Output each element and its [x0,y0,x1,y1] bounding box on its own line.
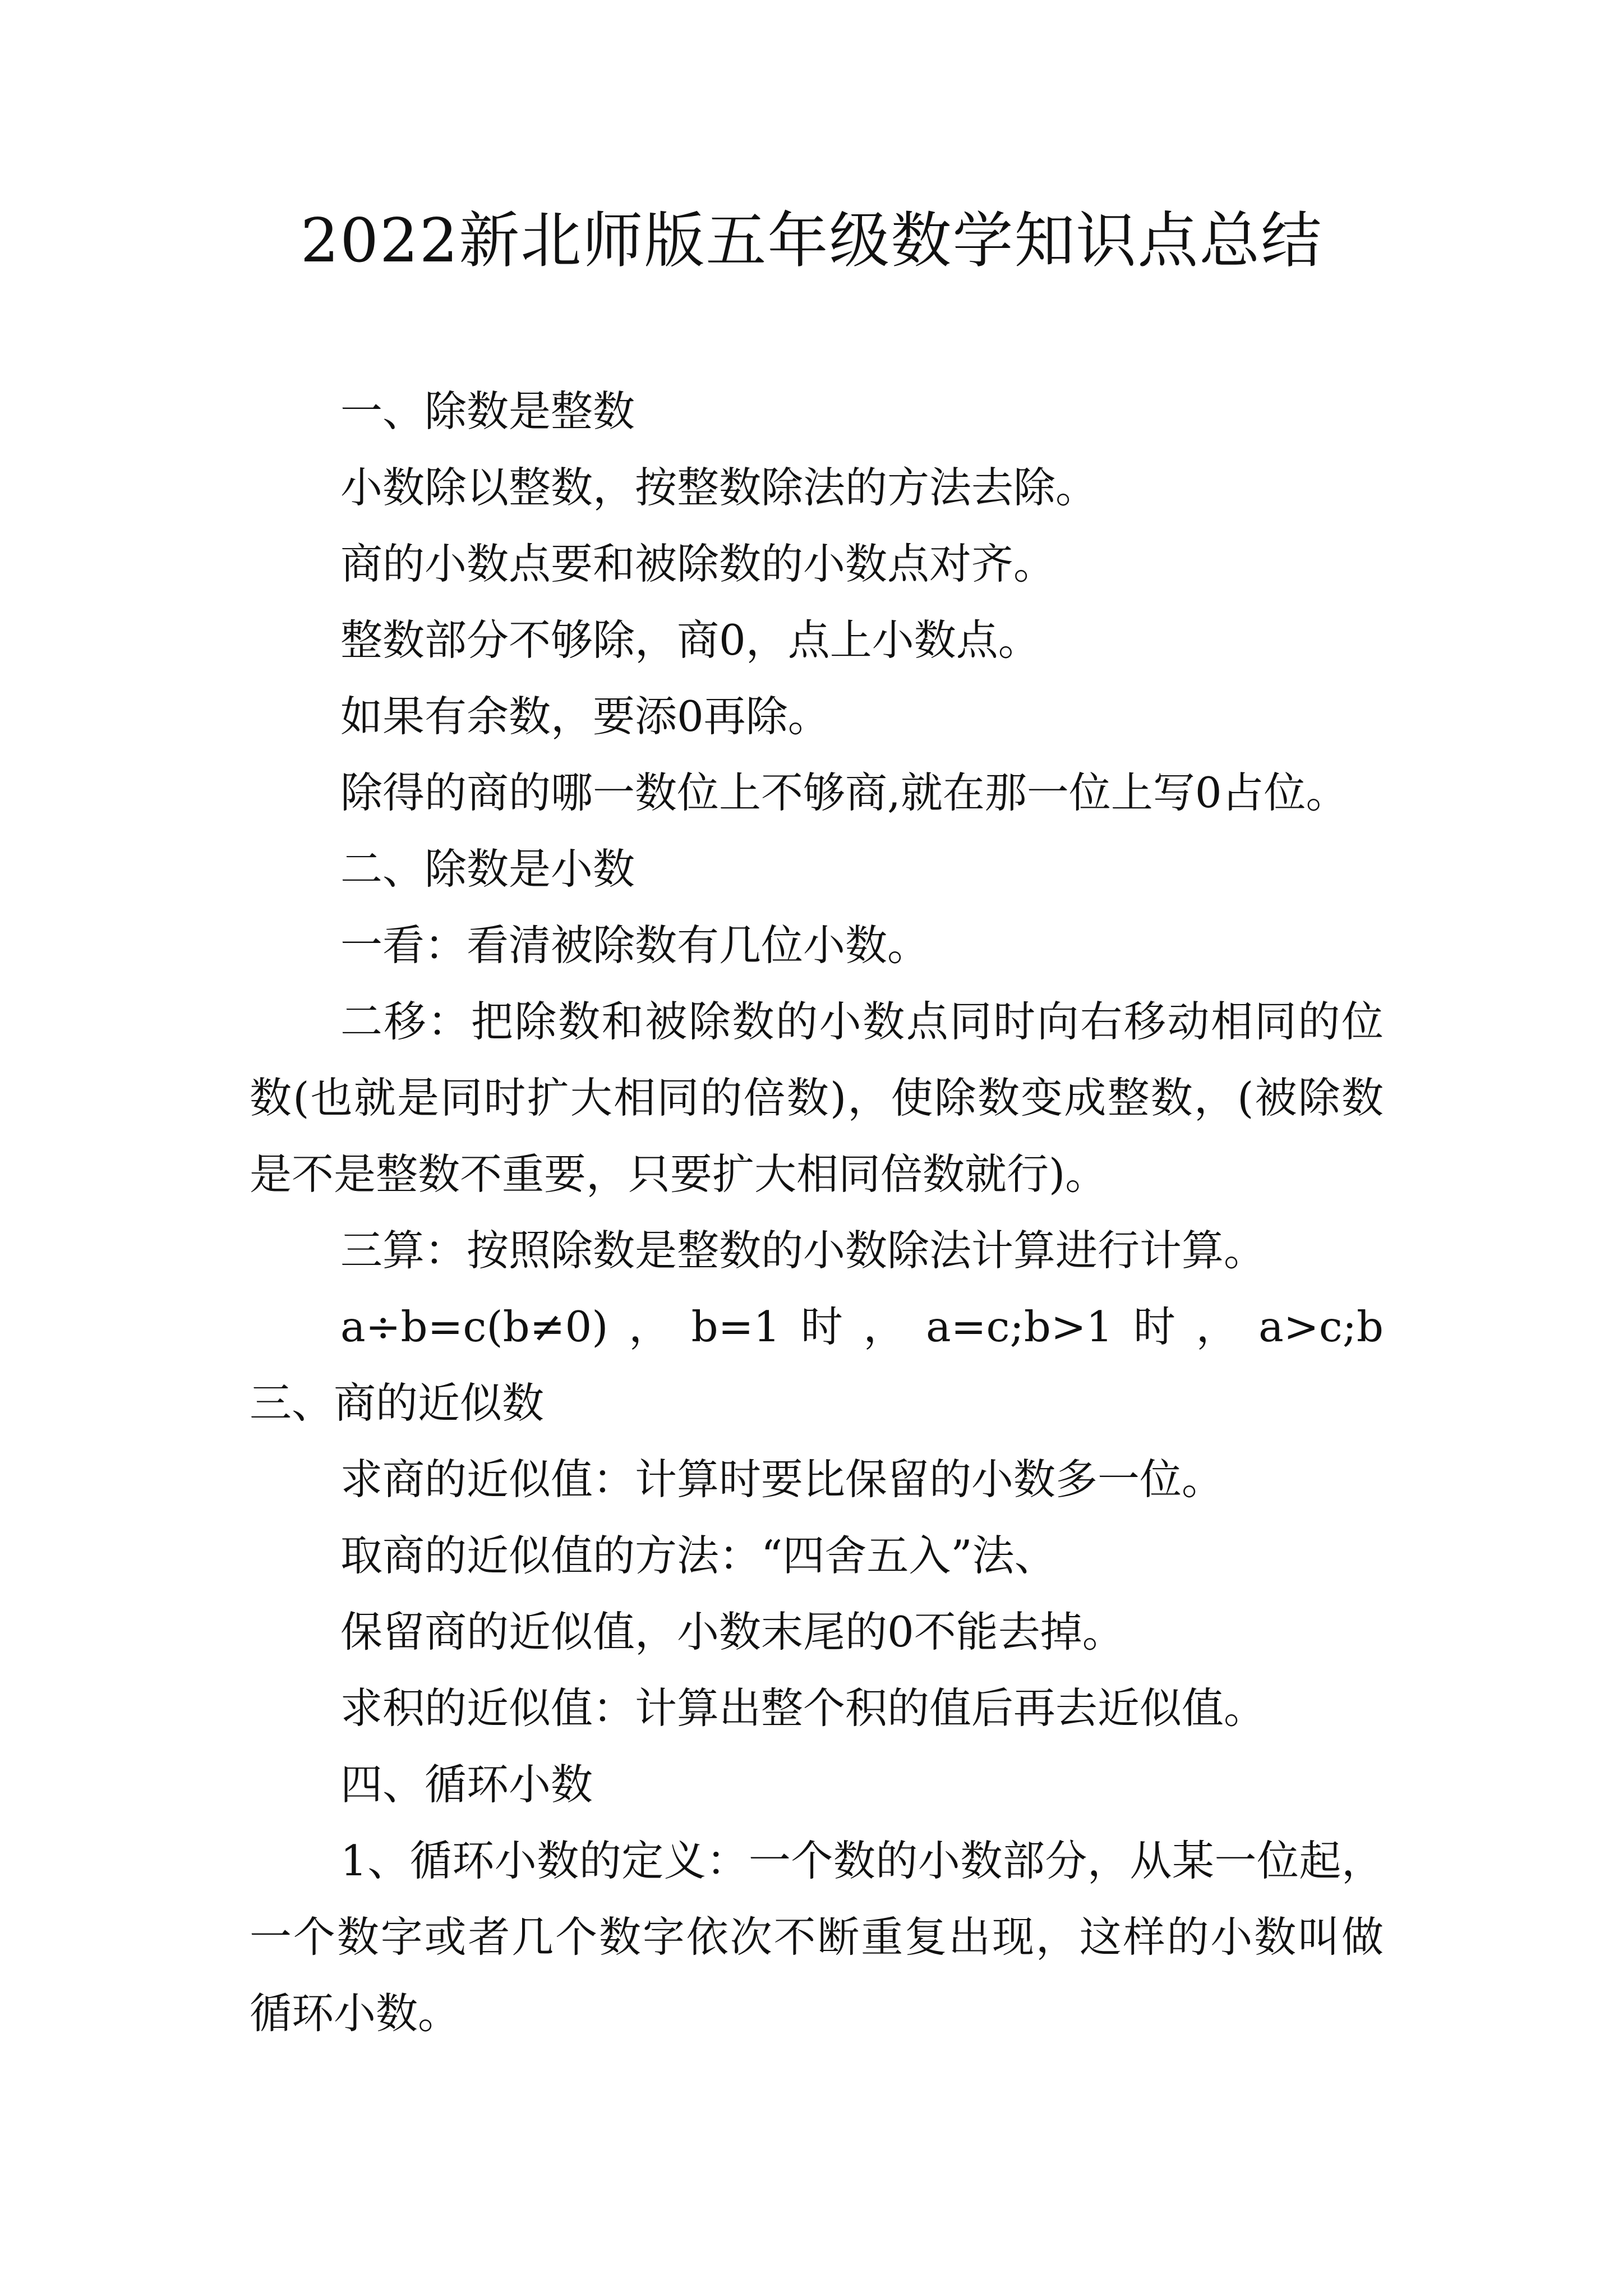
paragraph: a÷b=c(b≠0)，b=1时，a=c;b>1时，a>c;b 三、商的近似数 [250,1302,1468,1428]
paragraph: 1、循环小数的定义：一个数的小数部分，从某一位起，一个数字或者几个数字依次不断重复出现，这样的小数叫做循环小数。 [250,1836,1384,2038]
paragraph: 商的小数点要和被除数的小数点对齐。 [340,539,1056,588]
paragraph: 小数除以整数，按整数除法的方法去除。 [340,463,1098,512]
section-heading-repeating-decimal: 四、循环小数 [340,1760,593,1809]
paragraph: 求商的近似值：计算时要比保留的小数多一位。 [340,1455,1224,1504]
document-title: 2022新北师版五年级数学知识点总结 [300,206,1323,276]
paragraph: 三算：按照除数是整数的小数除法计算进行计算。 [340,1226,1266,1275]
paragraph: 二移：把除数和被除数的小数点同时向右移动相同的位数(也就是同时扩大相同的倍数)，使除数变成整数，(被除数是不是整数不重要，只要扩大相同倍数就行)。 [250,997,1384,1199]
paragraph: 一看：看清被除数有几位小数。 [340,921,930,970]
paragraph: 取商的近似值的方法：“四舍五入”法、 [340,1531,1057,1580]
paragraph: 保留商的近似值，小数末尾的0不能去掉。 [340,1607,1124,1657]
paragraph: 整数部分不够除，商0，点上小数点。 [340,615,1040,665]
document-body [250,373,1468,2051]
paragraph: 除得的商的哪一数位上不够商,就在那一位上写0占位。 [340,768,1348,817]
section-heading-divisor-integer: 一、除数是整数 [340,386,635,436]
paragraph: 如果有余数，要添0再除。 [340,692,830,741]
section-heading-divisor-decimal: 二、除数是小数 [340,844,635,894]
paragraph: 求积的近似值：计算出整个积的值后再去近似值。 [340,1683,1266,1733]
